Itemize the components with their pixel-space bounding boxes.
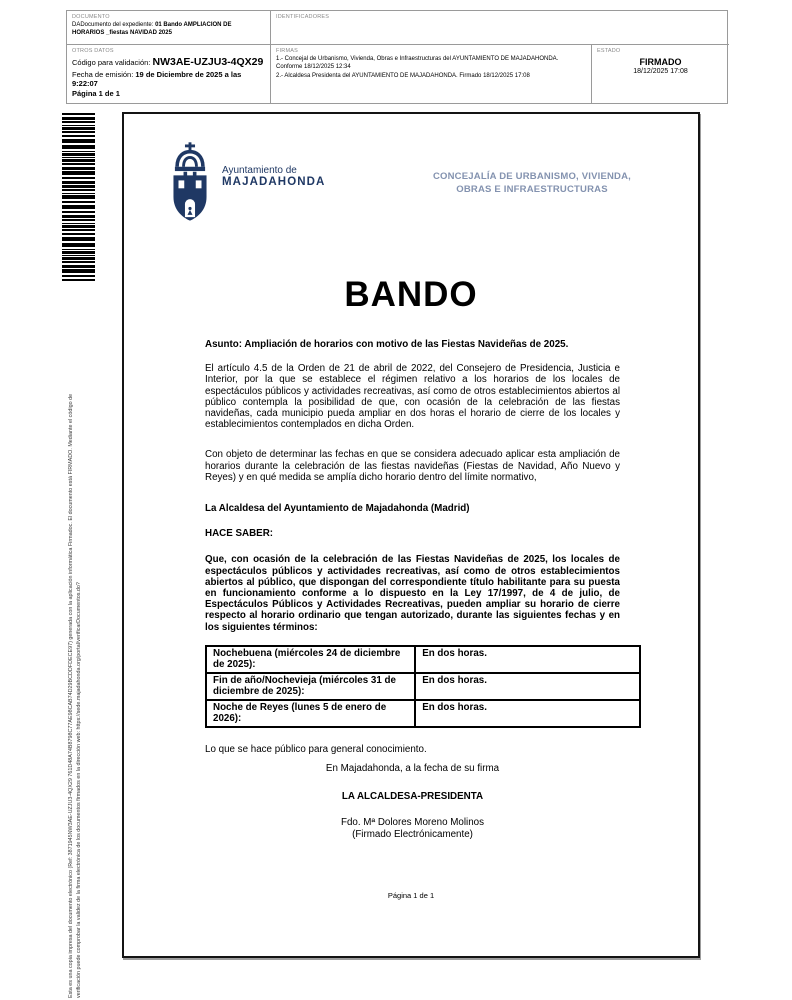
table-cell-extension: En dos horas.: [415, 673, 640, 700]
paragraph-purpose: Con objeto de determinar las fechas en que se considera adecuado aplicar esta ampliación de horarios durante la celebración de las fiestas navideñas (Fiestas de Navidad, Año Nuevo y Reyes) y en qué medida se amplía dicho horario dentro del límite normativo,: [205, 449, 620, 483]
firmas-label: FIRMAS: [276, 48, 298, 54]
metadata-estado-cell: [592, 45, 729, 103]
document-title: BANDO: [344, 275, 478, 314]
table-cell-date: Noche de Reyes (lunes 5 de enero de 2026):: [206, 700, 415, 727]
documento-value: [72, 22, 265, 37]
signature-entry-1: 1.- Concejal de Urbanismo, Vivienda, Obras e Infraestructuras del AYUNTAMIENTO DE MAJADAHONDA. Conforme 18/12/2025 12:34: [276, 56, 559, 70]
signed-electronically-note: (Firmado Electrónicamente): [352, 828, 473, 840]
org-name-line1: Ayuntamiento de: [222, 165, 297, 176]
closing-line: Lo que se hace público para general conocimiento.: [205, 743, 427, 755]
schedule-table: [205, 645, 641, 728]
metadata-documento-cell: [67, 11, 271, 45]
metadata-identificadores-cell: [271, 11, 729, 45]
table-cell-date: Nochebuena (miércoles 24 de diciembre de 2025):: [206, 646, 415, 673]
validation-code-line: [72, 56, 265, 68]
document-body: [205, 339, 620, 840]
subject-line: Asunto: Ampliación de horarios con motivo de las Fiestas Navideñas de 2025.: [205, 339, 569, 350]
paragraph-resolution: Que, con ocasión de la celebración de las Fiestas Navideñas de 2025, los locales de espectáculos públicos y actividades recreativas, así como de otros establecimientos abiertos al público, que dispongan del correspondiente título habilitante para su puesta en funcionamiento conforme a lo dispuesto en la Ley 17/1997, de 4 de julio, de Espectáculos Públicos y Actividades Recreativas, pueden ampliar su horario de cierre respecto al horario ordinario que tengan autorizado, durante las siguientes fechas y en los siguientes términos:: [205, 554, 620, 633]
signer-title: LA ALCALDESA-PRESIDENTA: [341, 791, 484, 803]
department-line2: OBRAS E INFRAESTRUCTURAS: [456, 184, 608, 195]
place-and-date-line: En Majadahonda, a la fecha de su firma: [325, 763, 500, 775]
emission-date-label: Fecha de emisión:: [72, 70, 134, 79]
verification-sidebar: [68, 292, 86, 998]
table-cell-extension: En dos horas.: [415, 700, 640, 727]
document-page: [122, 112, 700, 958]
emission-date-line: [72, 70, 265, 88]
documento-label: DOCUMENTO: [72, 14, 110, 20]
documento-prefix: DADocumento del expediente:: [72, 22, 156, 28]
city-hall-name: [222, 165, 325, 231]
city-hall-brand: [167, 142, 325, 231]
status-badge: FIRMADO: [639, 57, 682, 67]
paragraph-legal-basis: El artículo 4.5 de la Orden de 21 de abril de 2022, del Consejero de Presidencia, Justicia e Interior, por la que se establece el régimen relativo a los horarios de los locales de espectáculos públicos y actividades recreativas, así como de otros establecimientos abiertos al público contempla la posibilidad de que, con ocasión de la celebración de las fiestas navideñas, cada municipio pueda ampliar en dos horas el horario de cierre de los locales y establecimientos contemplados en dicha Orden.: [205, 363, 620, 431]
table-cell-date: Fin de año/Nochevieja (miércoles 31 de diciembre de 2025):: [206, 673, 415, 700]
documento-name: 01 Bando AMPLIACION DE HORARIOS _fiestas NAVIDAD 2025: [72, 22, 232, 36]
table-row: [206, 646, 640, 673]
signature-entry-2: 2.- Alcaldesa Presidenta del AYUNTAMIENTO DE MAJADAHONDA. Firmado 18/12/2025 17:08: [276, 73, 530, 79]
department-line1: CONCEJALÍA DE URBANISMO, VIVIENDA,: [432, 171, 632, 182]
estado-label: ESTADO: [597, 48, 621, 54]
identificadores-label: IDENTIFICADORES: [276, 14, 330, 20]
mayor-line: La Alcaldesa del Ayuntamiento de Majadahonda (Madrid): [205, 503, 470, 515]
table-row: [206, 673, 640, 700]
validation-code-value: NW3AE-UZJU3-4QX29: [152, 56, 264, 68]
page-count: Página 1 de 1: [72, 89, 120, 98]
page-header: [124, 114, 698, 231]
otros-datos-label: OTROS DATOS: [72, 48, 114, 54]
hace-saber-line: HACE SABER:: [205, 528, 274, 540]
verification-line-2: verificación puede comprobar la validez de la firma electrónica de los documentos firmados en la dirección web: https://sede.majadahonda.org/portal/verificarDocumentos.do?: [75, 582, 82, 998]
barcode: [62, 113, 95, 281]
page-footer: Página 1 de 1: [387, 891, 435, 900]
metadata-header: [66, 10, 728, 104]
metadata-otros-datos-cell: [67, 45, 271, 103]
emission-date-value: 19 de Diciembre de 2025 a las 9:22:07: [72, 70, 242, 88]
org-name-line2: MAJADAHONDA: [222, 176, 326, 188]
verification-text: [68, 292, 83, 998]
table-row: [206, 700, 640, 727]
validation-code-label: Código para validación:: [72, 58, 151, 67]
verification-line-1: Esta es una copia impresa del documento electrónico (Ref: 3871945NW3AE-UZJU3-4QX29 761D48A74B8798C77AE98CAB74D29BCDDFDECE97) generada con la aplicación informática Firmadoc. El documento está FIRMADO. Mediante el código de: [68, 393, 74, 998]
table-cell-extension: En dos horas.: [415, 646, 640, 673]
department-heading: [406, 170, 658, 231]
metadata-firmas-cell: [271, 45, 592, 103]
majadahonda-crest-icon: [167, 142, 213, 231]
status-datetime: 18/12/2025 17:08: [633, 68, 688, 75]
signer-name: Fdo. Mª Dolores Moreno Molinos: [340, 817, 484, 829]
